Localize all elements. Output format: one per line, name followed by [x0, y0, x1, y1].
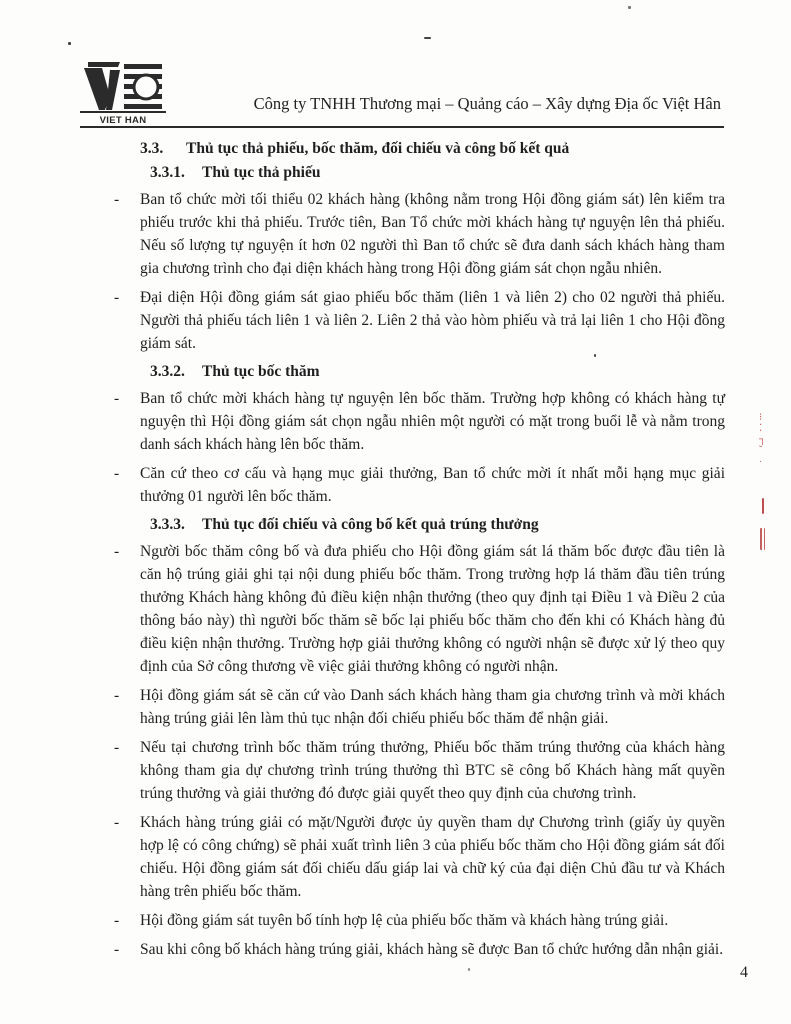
list-item-text: Đại diện Hội đồng giám sát giao phiếu bốc thăm (liên 1 và liên 2) cho 02 người thả phiếu. Người thả phiếu tách liên 1 và liên 2. Liên 2 thả vào hòm phiếu và trả lại liên 1 cho Hội đồng giám sát.	[140, 289, 725, 352]
margin-stamp-mark	[760, 528, 765, 550]
company-name: Công ty TNHH Thương mại – Quảng cáo – Xây dựng Địa ốc Việt Hân	[253, 94, 721, 113]
bullet-dash: -	[114, 191, 120, 208]
logo-icon	[80, 62, 166, 114]
section-title: Thủ tục thả phiếu, bốc thăm, đối chiếu và công bố kết quả	[186, 140, 570, 157]
list-item-text: Hội đồng giám sát sẽ căn cứ vào Danh sách khách hàng tham gia chương trình và mời khách hàng trúng giải lên làm thủ tục nhận đối chiếu phiếu bốc thăm để nhận giải.	[140, 687, 725, 727]
section-number: 3.3.	[140, 140, 164, 157]
list-item	[114, 540, 725, 678]
list-item-text: Ban tổ chức mời khách hàng tự nguyện lên bốc thăm. Trường hợp không có khách hàng tự nguyện thì Hội đồng giám sát chọn ngẫu nhiên một người có mặt trong buổi lễ và nằm trong danh sách khách hàng lên bốc thăm.	[140, 390, 725, 453]
list-item	[114, 938, 725, 961]
bullet-dash: -	[114, 390, 120, 407]
list-item	[114, 387, 725, 456]
list-item	[114, 286, 725, 355]
margin-stamp-line	[762, 498, 764, 514]
subsection-title: Thủ tục đối chiếu và công bố kết quả trúng thưởng	[202, 516, 539, 533]
list-item	[114, 909, 725, 932]
list-item	[114, 188, 725, 280]
scan-speck	[424, 37, 431, 39]
list-item-text: Hội đồng giám sát tuyên bố tính hợp lệ của phiếu bốc thăm và khách hàng trúng giải.	[140, 912, 669, 929]
document-body	[114, 138, 725, 967]
list-item	[114, 811, 725, 903]
bullet-dash: -	[114, 739, 120, 756]
list-item-text: Căn cứ theo cơ cấu và hạng mục giải thưởng, Ban tổ chức mời ít nhất mỗi hạng mục giải thưởng 01 người lên bốc thăm.	[140, 465, 725, 505]
subsection-heading-3-3-3	[140, 514, 725, 536]
bullet-dash: -	[114, 543, 120, 560]
list-item	[114, 736, 725, 805]
bullet-dash: -	[114, 289, 120, 306]
list-item-text: Sau khi công bố khách hàng trúng giải, khách hàng sẽ được Ban tổ chức hướng dẫn nhận giải.	[140, 941, 724, 958]
margin-stamp-mark: ⁝ ⁚ ┐ ˇ ∙	[759, 412, 767, 467]
list-item	[114, 684, 725, 730]
bullet-dash: -	[114, 941, 120, 958]
logo-text: VIET HAN	[99, 115, 147, 126]
bullet-dash: -	[114, 465, 120, 482]
subsection-title: Thủ tục bốc thăm	[202, 363, 320, 380]
subsection-heading-3-3-1	[140, 162, 725, 184]
header-divider	[80, 126, 724, 128]
list-item	[114, 462, 725, 508]
bullet-dash: -	[114, 912, 120, 929]
scan-speck	[468, 968, 470, 971]
list-item-text: Ban tổ chức mời tối thiểu 02 khách hàng (không nằm trong Hội đồng giám sát) lên kiểm tra phiếu trước khi thả phiếu. Trước tiên, Ban Tổ chức mời khách hàng tự nguyện lên thả phiếu. Nếu số lượng tự nguyện ít hơn 02 người thì Ban tổ chức sẽ đưa danh sách khách hàng tham gia chương trình cho đại diện khách hàng trong Hội đồng giám sát chọn ngẫu nhiên.	[140, 191, 725, 277]
list-item-text: Khách hàng trúng giải có mặt/Người được ủy quyền tham dự Chương trình (giấy ủy quyền hợp lệ có công chứng) sẽ phải xuất trình liên 3 của phiếu bốc thăm cho Hội đồng giám sát đối chiếu. Hội đồng giám sát đối chiếu dấu giáp lai và chữ ký của đại diện Chủ đầu tư và Khách hàng trên phiếu bốc thăm.	[140, 814, 725, 900]
subsection-title: Thủ tục thả phiếu	[202, 164, 321, 181]
section-heading	[140, 138, 725, 160]
page-number: 4	[740, 964, 748, 981]
subsection-number: 3.3.2.	[150, 363, 185, 380]
bullet-dash: -	[114, 687, 120, 704]
subsection-number: 3.3.3.	[150, 516, 185, 533]
scan-speck	[628, 6, 631, 9]
subsection-number: 3.3.1.	[150, 164, 185, 181]
list-item-text: Người bốc thăm công bố và đưa phiếu cho Hội đồng giám sát lá thăm bốc được đầu tiên là căn hộ trúng giải ghi tại nội dung phiếu bốc thăm. Trong trường hợp lá thăm đầu tiên trúng thưởng Khách hàng không đủ điều kiện nhận thưởng (theo quy định tại Điều 1 và Điều 2 của thông báo này) thì người bốc thăm sẽ bốc lại phiếu bốc thăm cho đến khi có Khách hàng đủ điều kiện nhận thưởng. Trường hợp giải thưởng không có người nhận sẽ được xử lý theo quy định của Sở công thương về việc giải thưởng không có người nhận.	[140, 543, 725, 675]
list-item-text: Nếu tại chương trình bốc thăm trúng thưởng, Phiếu bốc thăm trúng thưởng của khách hàng không tham gia dự chương trình trúng thưởng thì BTC sẽ công bố Khách hàng mất quyền trúng thưởng và giải thưởng đó được giải quyết theo quy định của chương trình.	[140, 739, 725, 802]
company-logo	[80, 62, 166, 126]
bullet-dash: -	[114, 814, 120, 831]
scan-speck	[68, 42, 71, 45]
subsection-heading-3-3-2	[140, 361, 725, 383]
